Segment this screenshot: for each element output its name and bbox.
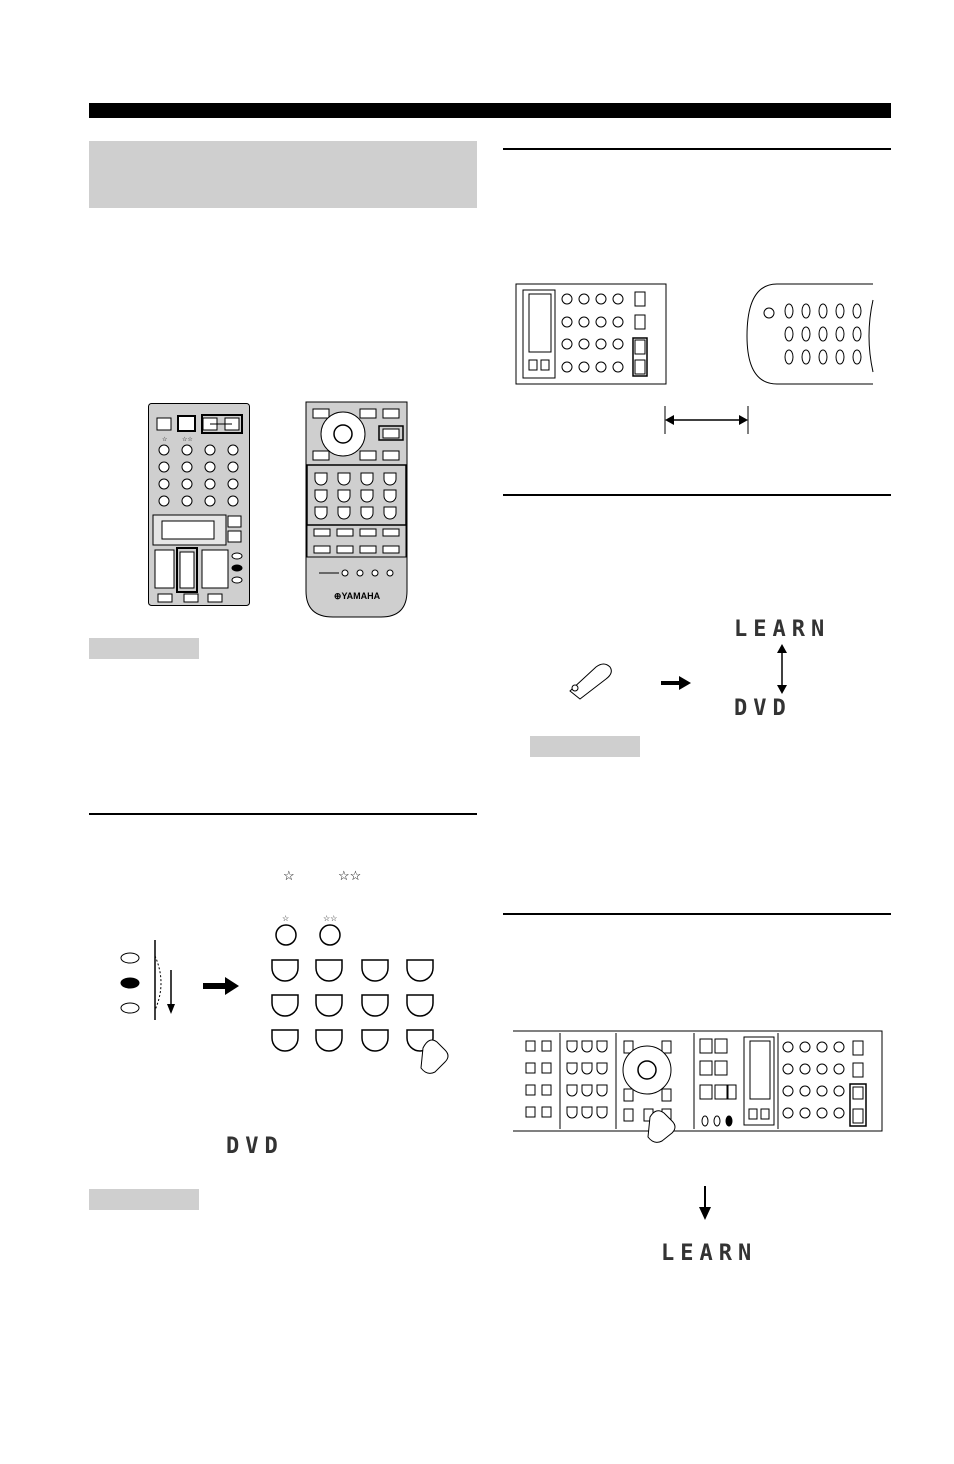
dvd-display-right: DVD [734,696,792,721]
remote-navigation-figure [305,401,408,619]
selector-keypad-figure [115,908,460,1078]
dvd-display-left: DVD [226,1134,284,1159]
section-rule-left [89,813,477,815]
svg-text:☆☆: ☆☆ [323,914,338,923]
note-label-1 [89,638,199,659]
remotes-facing-figure [515,280,877,436]
pen-press-figure [566,655,716,705]
yamaha-logo: ⊕YAMAHA [333,591,381,601]
svg-text:☆: ☆ [162,437,168,443]
remote-keypad-figure [148,403,250,606]
svg-text:☆: ☆ [282,914,290,923]
section-rule-2 [503,494,891,496]
learn-display-bottom: LEARN [661,1241,758,1266]
double-arrow-vertical [772,644,792,694]
section-heading-box [89,141,477,208]
section-rule-1 [503,148,891,150]
double-star-label: ☆☆ [338,868,362,883]
section-rule-3 [503,913,891,915]
note-label-2 [530,736,640,757]
header-bar [89,103,891,118]
svg-text:☆☆: ☆☆ [182,437,193,443]
single-star-label: ☆ [283,868,295,883]
remote-horizontal-figure [512,1029,884,1144]
learn-display-top: LEARN [734,617,831,642]
note-label-3 [89,1189,199,1210]
down-arrow [697,1186,713,1220]
